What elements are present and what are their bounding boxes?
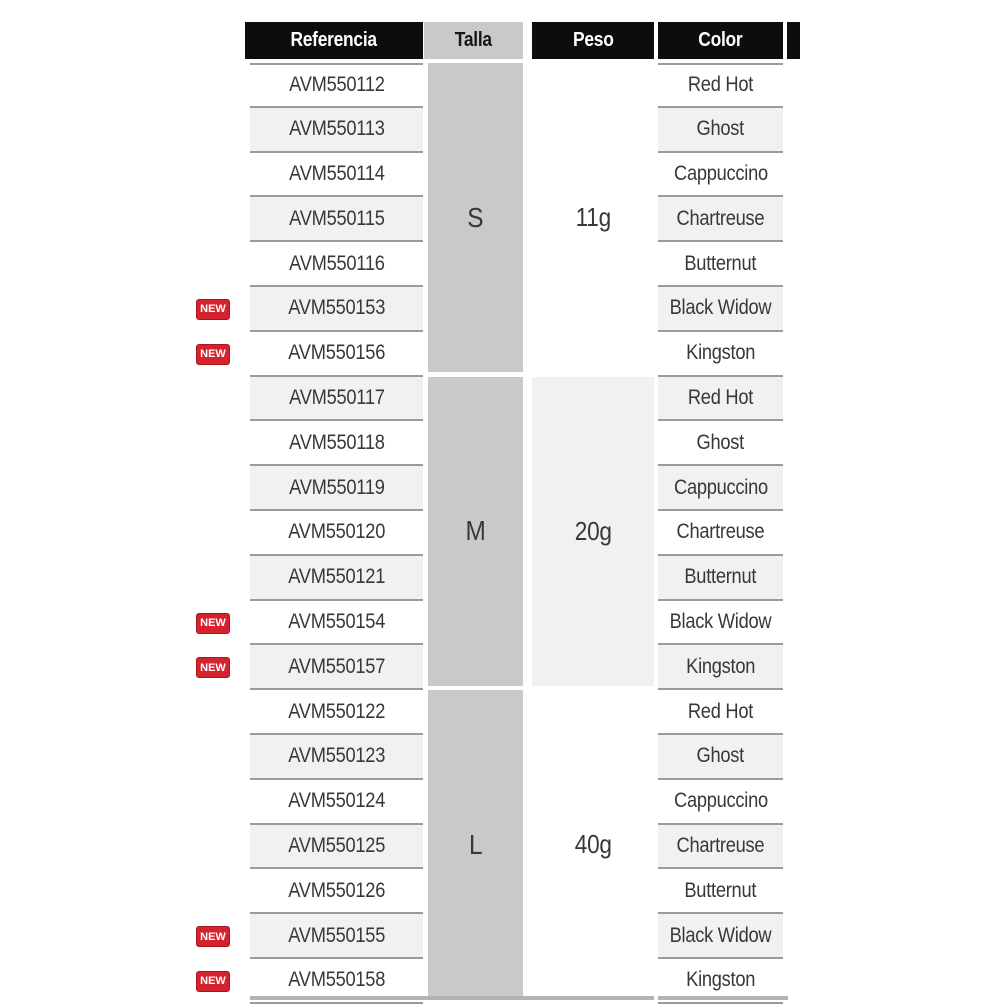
cell-text: Black Widow bbox=[669, 296, 772, 320]
color-cell bbox=[658, 377, 783, 422]
referencia-cell bbox=[250, 556, 423, 601]
referencia-column bbox=[250, 63, 423, 1004]
cell-text: AVM550117 bbox=[288, 385, 385, 409]
referencia-cell bbox=[250, 780, 423, 825]
cell-text: AVM550126 bbox=[288, 878, 385, 902]
color-cell bbox=[658, 153, 783, 198]
cell-text: Red Hot bbox=[687, 699, 754, 723]
peso-merged-cell bbox=[532, 690, 654, 999]
cell-text: 20g bbox=[574, 515, 612, 546]
cell-text: Black Widow bbox=[669, 609, 772, 633]
cell-text: Kingston bbox=[685, 968, 755, 992]
referencia-cell bbox=[250, 735, 423, 780]
cell-text: AVM550156 bbox=[288, 341, 385, 365]
cell-text: Kingston bbox=[685, 341, 755, 365]
color-cell bbox=[658, 197, 783, 242]
referencia-cell bbox=[250, 287, 423, 332]
talla-column bbox=[428, 63, 523, 1000]
color-cell bbox=[658, 108, 783, 153]
header-cell-color bbox=[658, 22, 783, 59]
talla-merged-cell bbox=[428, 690, 523, 999]
header-cell-peso bbox=[532, 22, 654, 59]
cell-text: AVM550153 bbox=[288, 296, 385, 320]
header-cell-talla bbox=[424, 22, 523, 59]
header-label: Color bbox=[698, 29, 743, 51]
cell-text: M bbox=[465, 515, 486, 547]
peso-merged-cell bbox=[532, 63, 654, 372]
new-badge: NEW bbox=[196, 344, 230, 365]
color-cell bbox=[658, 914, 783, 959]
cell-text: AVM550119 bbox=[288, 475, 385, 499]
cell-text: AVM550115 bbox=[288, 206, 385, 230]
referencia-cell bbox=[250, 914, 423, 959]
cell-text: AVM550154 bbox=[288, 609, 385, 633]
cell-text: AVM550122 bbox=[288, 699, 385, 723]
cell-text: AVM550158 bbox=[288, 968, 385, 992]
color-cell bbox=[658, 511, 783, 556]
cell-text: Chartreuse bbox=[676, 520, 765, 544]
referencia-cell bbox=[250, 377, 423, 422]
cell-text: Chartreuse bbox=[676, 206, 765, 230]
bottom-truncated-band bbox=[658, 996, 788, 1000]
cell-text: Kingston bbox=[685, 654, 755, 678]
color-cell bbox=[658, 287, 783, 332]
cell-text: Ghost bbox=[696, 744, 745, 768]
cell-text: Butternut bbox=[684, 565, 757, 589]
cell-text: AVM550125 bbox=[288, 833, 385, 857]
cell-text: Cappuccino bbox=[673, 475, 768, 499]
peso-merged-cell bbox=[532, 377, 654, 686]
header-label: Talla bbox=[454, 29, 493, 51]
referencia-cell bbox=[250, 601, 423, 646]
color-cell bbox=[658, 645, 783, 690]
cell-text: AVM550121 bbox=[288, 565, 385, 589]
cell-text: AVM550118 bbox=[288, 430, 385, 454]
cell-text: AVM550123 bbox=[288, 744, 385, 768]
cell-text: Butternut bbox=[684, 251, 757, 275]
color-cell bbox=[658, 780, 783, 825]
color-column bbox=[658, 63, 783, 1004]
color-cell bbox=[658, 690, 783, 735]
referencia-cell bbox=[250, 690, 423, 735]
color-cell bbox=[658, 735, 783, 780]
cell-text: Red Hot bbox=[687, 385, 754, 409]
referencia-cell bbox=[250, 153, 423, 198]
cell-text: Black Widow bbox=[669, 923, 772, 947]
referencia-cell bbox=[250, 511, 423, 556]
header-cell-truncated bbox=[787, 22, 800, 59]
cell-text: Cappuccino bbox=[673, 161, 768, 185]
referencia-cell bbox=[250, 825, 423, 870]
color-cell bbox=[658, 63, 783, 108]
cell-text: Chartreuse bbox=[676, 833, 765, 857]
bottom-truncated-band bbox=[250, 996, 654, 1000]
header-label: Referencia bbox=[290, 29, 378, 51]
color-cell bbox=[658, 242, 783, 287]
color-cell bbox=[658, 869, 783, 914]
referencia-cell bbox=[250, 197, 423, 242]
referencia-cell bbox=[250, 63, 423, 108]
cell-text: AVM550155 bbox=[288, 923, 385, 947]
header-cell-referencia bbox=[245, 22, 423, 59]
referencia-cell bbox=[250, 242, 423, 287]
talla-merged-cell bbox=[428, 63, 523, 372]
cell-text: Butternut bbox=[684, 878, 757, 902]
cell-text: AVM550116 bbox=[288, 251, 385, 275]
cell-text: Ghost bbox=[696, 117, 745, 141]
referencia-cell bbox=[250, 645, 423, 690]
cell-text: Cappuccino bbox=[673, 789, 768, 813]
color-cell bbox=[658, 601, 783, 646]
new-badge: NEW bbox=[196, 299, 230, 320]
new-badge: NEW bbox=[196, 971, 230, 992]
talla-merged-cell bbox=[428, 377, 523, 686]
referencia-cell bbox=[250, 869, 423, 914]
cell-text: S bbox=[467, 201, 484, 233]
referencia-cell bbox=[250, 108, 423, 153]
cell-text: Ghost bbox=[696, 430, 745, 454]
cell-text: L bbox=[468, 828, 483, 860]
referencia-cell bbox=[250, 421, 423, 466]
peso-column bbox=[532, 63, 654, 1000]
cell-text: AVM550120 bbox=[288, 520, 385, 544]
cell-text: AVM550113 bbox=[288, 117, 385, 141]
cell-text: AVM550114 bbox=[288, 161, 385, 185]
new-badge: NEW bbox=[196, 657, 230, 678]
header-label: Peso bbox=[572, 29, 614, 51]
color-cell bbox=[658, 332, 783, 377]
new-badge: NEW bbox=[196, 613, 230, 634]
cell-text: Red Hot bbox=[687, 73, 754, 97]
referencia-cell bbox=[250, 466, 423, 511]
new-badge: NEW bbox=[196, 926, 230, 947]
referencia-cell bbox=[250, 332, 423, 377]
cell-text: 40g bbox=[574, 829, 612, 860]
color-cell bbox=[658, 466, 783, 511]
cell-text: AVM550112 bbox=[288, 73, 385, 97]
cell-text: AVM550124 bbox=[288, 789, 385, 813]
color-cell bbox=[658, 825, 783, 870]
cell-text: 11g bbox=[575, 202, 611, 232]
color-cell bbox=[658, 556, 783, 601]
color-cell bbox=[658, 421, 783, 466]
cell-text: AVM550157 bbox=[288, 654, 385, 678]
